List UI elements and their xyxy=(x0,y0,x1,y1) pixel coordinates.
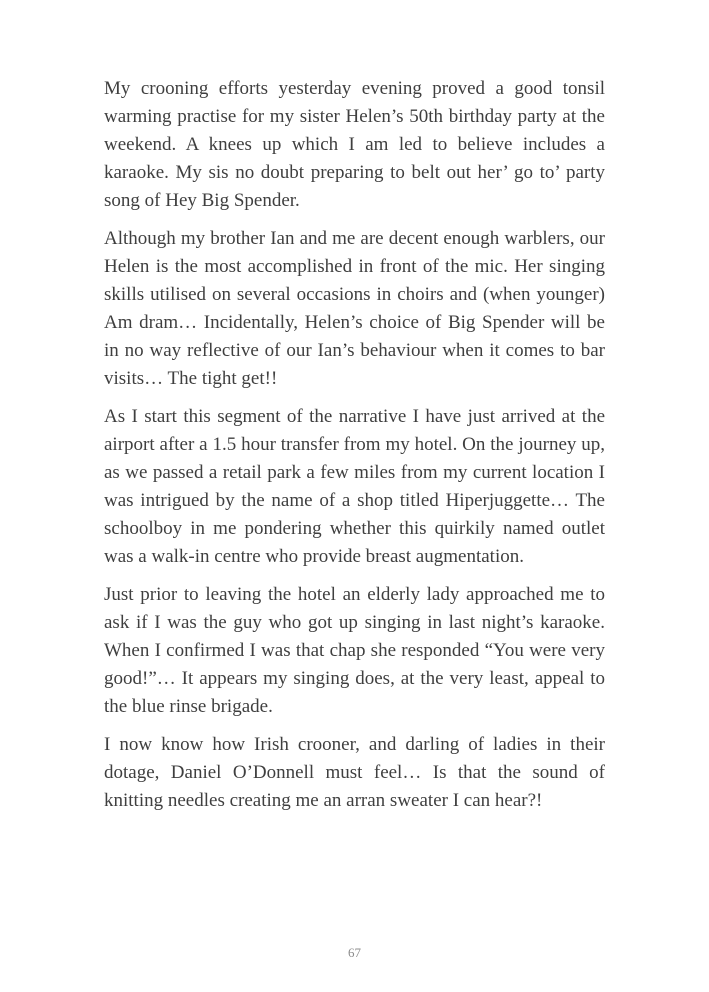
page-number: 67 xyxy=(348,945,361,960)
paragraph-3: As I start this segment of the narrative I have just arrived at the airport after a 1.5 hour transfer from my hotel. On the journey up, as we passed a retail park a few miles from my current location I was intrigued by the name of a shop titled Hiperjuggette… The schoolboy in me pondering whether this quirkily named outlet was a walk-in centre who provide breast augmentation. xyxy=(104,406,605,567)
paragraph-4: Just prior to leaving the hotel an elderly lady approached me to ask if I was the guy who got up singing in last night’s karaoke. When I confirmed I was that chap she responded “You were very good!”… It appears my singing does, at the very least, appeal to the blue rinse brigade. xyxy=(104,584,605,717)
document-body xyxy=(104,75,605,815)
paragraph-5: I now know how Irish crooner, and darling of ladies in their dotage, Daniel O’Donnell must feel… Is that the sound of knitting needles creating me an arran sweater I can hear?! xyxy=(104,734,605,811)
paragraph-2: Although my brother Ian and me are decent enough warblers, our Helen is the most accomplished in front of the mic. Her singing skills utilised on several occasions in choirs and (when younger) Am dram… Incidentally, Helen’s choice of Big Spender will be in no way reflective of our Ian’s behaviour when it comes to bar visits… The tight get!! xyxy=(104,228,605,389)
paragraph-1: My crooning efforts yesterday evening proved a good tonsil warming practise for my sister Helen’s 50th birthday party at the weekend. A knees up which I am led to believe includes a karaoke. My sis no doubt preparing to belt out her’ go to’ party song of Hey Big Spender. xyxy=(104,78,605,211)
